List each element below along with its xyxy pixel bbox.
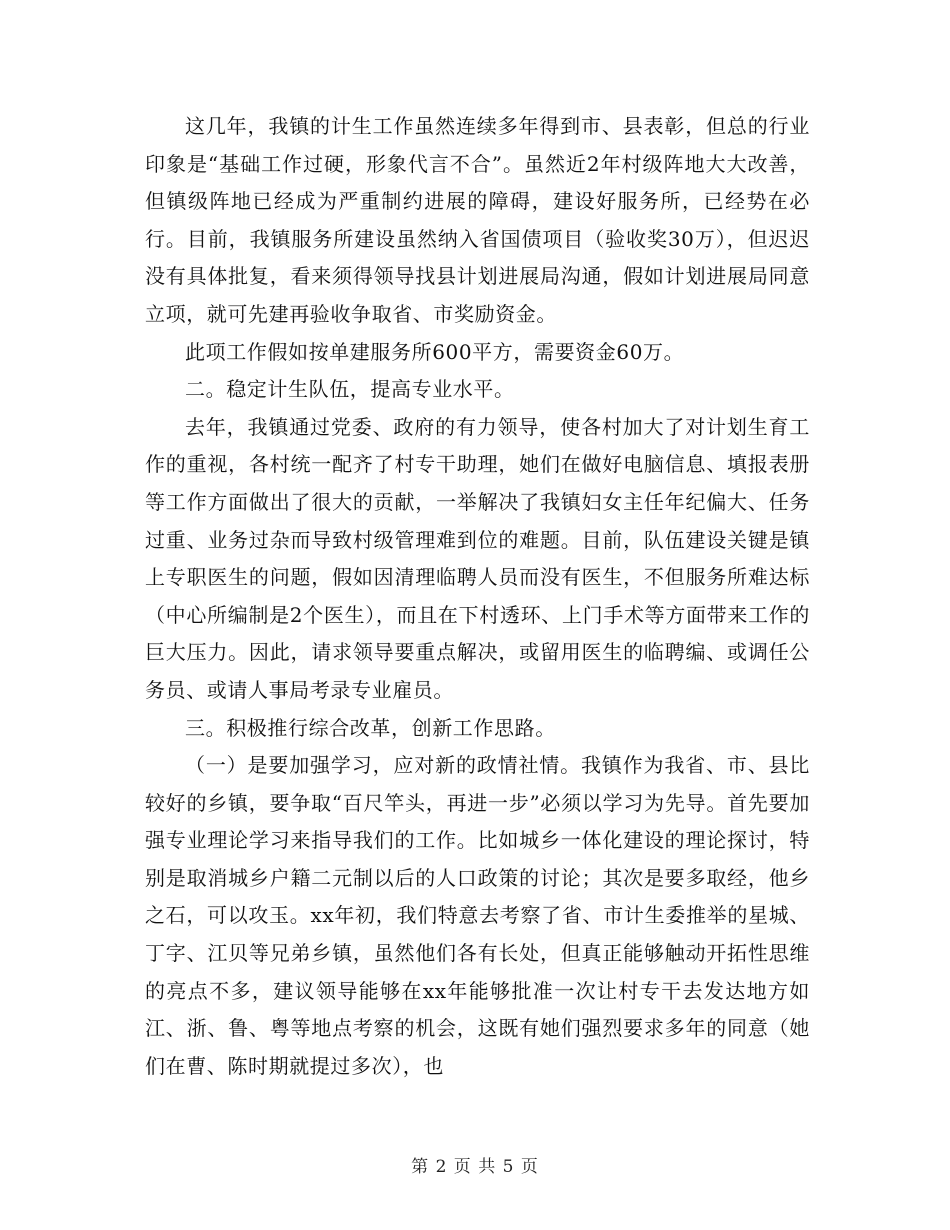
- section-heading-2: 二。稳定计生队伍，提高专业水平。: [185, 377, 515, 402]
- paragraph-1: 这几年，我镇的计生工作虽然连续多年得到市、县表彰，但总的行业印象是“基础工作过硬，形象代言不合”。虽然近2年村级阵地大大改善，但镇级阵地已经成为严重制约进展的障碍，建设好服务所，已经势在必行。目前，我镇服务所建设虽然纳入省国债项目（验收奖30万），但迟迟没有具体批复，看来须得领导找县计划进展局沟通，假如计划进展局同意立项，就可先建再验收争取省、市奖励资金。: [145, 114, 810, 326]
- page-footer: 第 2 页 共 5 页: [411, 1157, 539, 1177]
- paragraph-3: 去年，我镇通过党委、政府的有力领导，使各村加大了对计划生育工作的重视，各村统一配齐了村专干助理，她们在做好电脑信息、填报表册等工作方面做出了很大的贡献，一举解决了我镇妇女主任年纪偏大、任务过重、业务过杂而导致村级管理难到位的难题。目前，队伍建设关键是镇上专职医生的问题，假如因清理临聘人员而没有医生，不但服务所难达标（中心所编制是2个医生），而且在下村透环、上门手术等方面带来工作的巨大压力。因此，请求领导要重点解决，或留用医生的临聘编、或调任公务员、或请人事局考录专业雇员。: [145, 414, 810, 702]
- section-heading-3: 三。积极推行综合改革，创新工作思路。: [185, 715, 556, 740]
- document-body: [145, 108, 810, 1085]
- paragraph-2: 此项工作假如按单建服务所600平方，需要资金60万。: [185, 339, 685, 364]
- paragraph-4: （一）是要加强学习，应对新的政情社情。我镇作为我省、市、县比较好的乡镇，要争取“百尺竿头，再进一步”必须以学习为先导。首先要加强专业理论学习来指导我们的工作。比如城乡一体化建设的理论探讨，特别是取消城乡户籍二元制以后的人口政策的讨论；其次是要多取经，他乡之石，可以攻玉。xx年初，我们特意去考察了省、市计生委推举的星城、丁字、江贝等兄弟乡镇，虽然他们各有长处，但真正能够触动开拓性思维的亮点不多，建议领导能够在xx年能够批准一次让村专干去发达地方如江、浙、鲁、粤等地点考察的机会，这既有她们强烈要求多年的同意（她们在曹、陈时期就提过多次），也: [145, 753, 810, 1078]
